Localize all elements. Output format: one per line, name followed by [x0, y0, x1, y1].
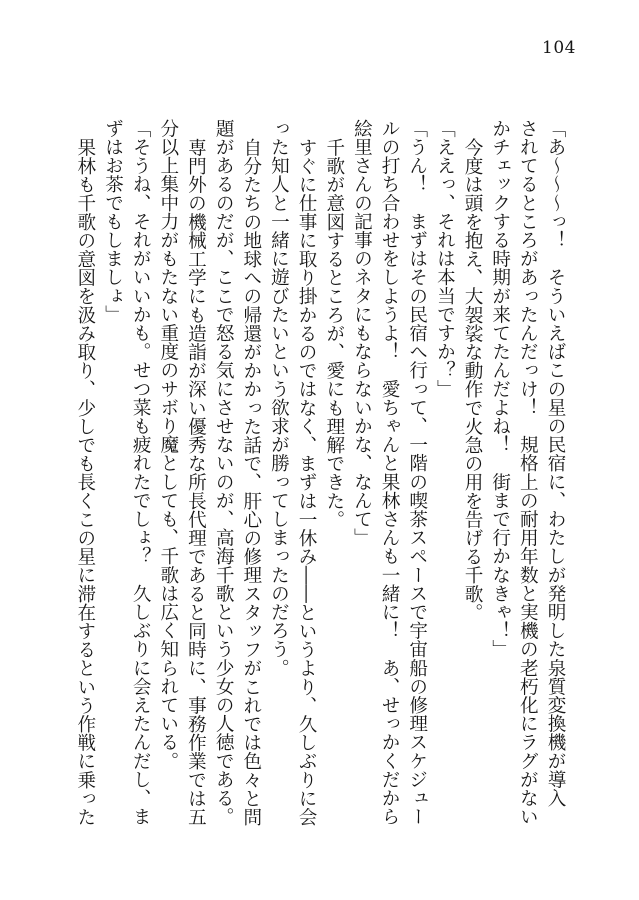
text-line: 分以上集中力がもたない重度のサボり魔としても、千歌は広く知られている。 — [157, 119, 179, 770]
text-line: 「そうね、それがいいかも。せつ菜も疲れたでしょ？ 久しぶりに会えたんだし、ま — [130, 119, 152, 826]
text-line: った知人と一緒に遊びたいという欲求が勝ってしまったのだろう。 — [268, 119, 290, 677]
page-number: 104 — [542, 38, 576, 58]
text-line: 「あ〜〜〜っ！ そういえばこの星の民宿に、わたしが発明した泉質変換機が導入 — [545, 119, 566, 808]
paragraph — [486, 119, 569, 831]
text-line: かチェックする時期が来てたんだよね！ 街まで行かなきゃ！」 — [489, 119, 511, 659]
text-line: 果林も千歌の意図を汲み取り、少しでも長くこの星に滞在するという作戦に乗った — [74, 137, 96, 826]
text-line: 題があるのだが、ここで怒る気にさせないのが、高海千歌という少女の人徳である。 — [213, 119, 235, 826]
text-line: ルの打ち合わせをしようよ！ 愛ちゃんと果林さんも一緒に！ あ、せっかくだから — [379, 119, 401, 826]
text-line: 絵里さんの記事のネタにもならないかな、なんて」 — [351, 119, 373, 547]
paragraph — [431, 119, 459, 831]
text-line: 自分たちの地球への帰還がかかった話で、肝心の修理スタッフがこれでは色々と問 — [240, 137, 262, 826]
text-line: 「ええっ、それは本当ですか？」 — [434, 119, 456, 398]
paragraph — [71, 119, 99, 831]
text-line: されてるところがあったんだっけ！ 規格上の耐用年数と実機の老朽化にラグがない — [517, 119, 539, 826]
paragraph — [265, 119, 320, 831]
text-line: すぐに仕事に取り掛かるのではなく、まずは一休み――というより、久しぶりに会 — [296, 137, 318, 826]
paragraph — [209, 119, 264, 831]
paragraph — [154, 119, 209, 831]
text-line: 専門外の機械工学にも造詣が深い優秀な所長代理であると同時に、事務作業では五 — [185, 137, 207, 826]
paragraph — [320, 119, 348, 831]
body-text — [71, 119, 569, 831]
text-line: 千歌が意図するところが、愛にも理解できた。 — [323, 137, 345, 529]
text-line: ずはお茶でもしましょ」 — [102, 119, 124, 324]
text-line: 「うん！ まずはその民宿へ行って、一階の喫茶スペースで宇宙船の修理スケジュー — [406, 119, 428, 826]
paragraph — [458, 119, 486, 831]
paragraph — [99, 119, 154, 831]
paragraph — [348, 119, 431, 831]
text-line: 今度は頭を抱え、大袈裟な動作で火急の用を告げる千歌。 — [462, 137, 484, 622]
